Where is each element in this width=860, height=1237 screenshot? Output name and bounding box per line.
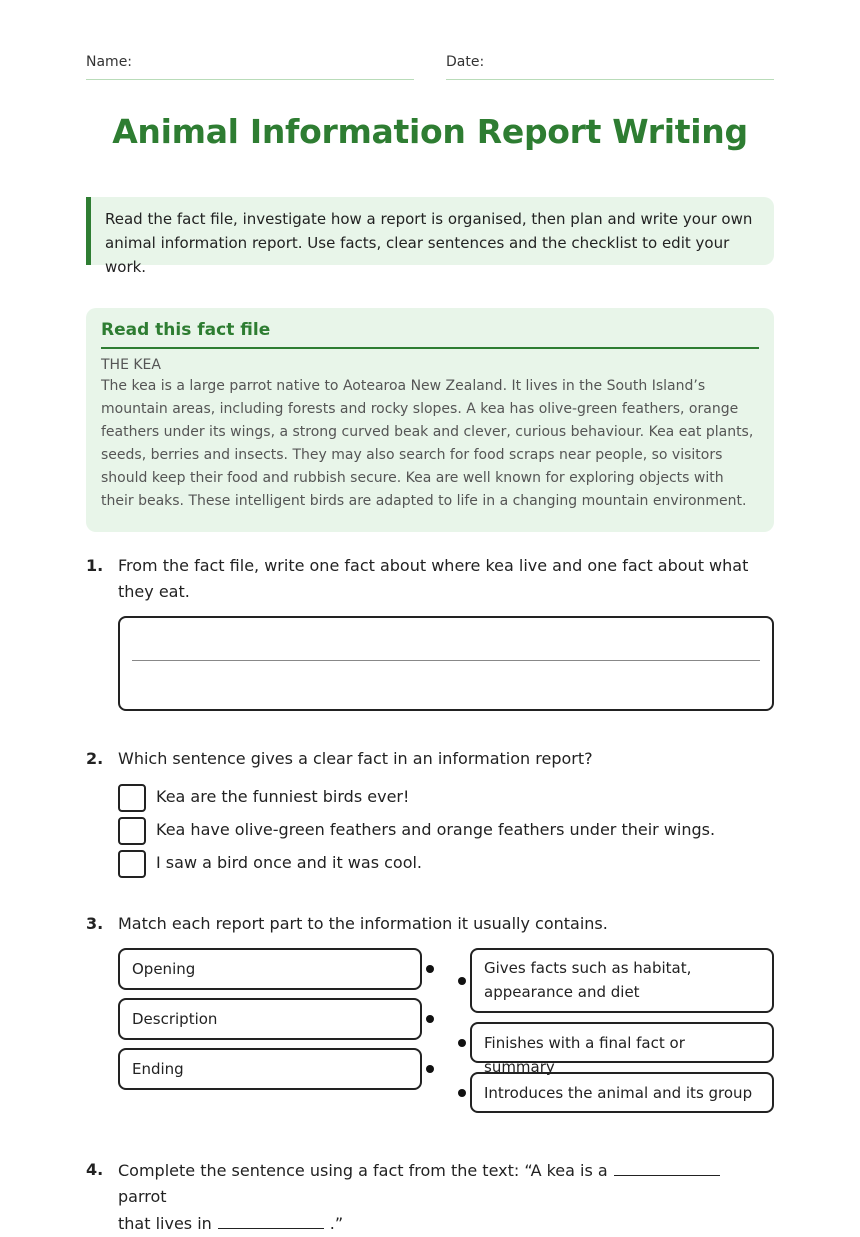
- option-label: Kea have olive-green feathers and orange feathers under their wings.: [156, 820, 716, 839]
- question-2: [86, 746, 774, 772]
- fact-file-title: Read this fact file: [101, 320, 759, 349]
- question-4: [86, 1157, 774, 1233]
- checkbox[interactable]: [118, 850, 146, 878]
- name-label: Name:: [86, 54, 133, 70]
- match-left-description[interactable]: Description: [118, 998, 422, 1040]
- question-3: [86, 911, 774, 937]
- match-right-3[interactable]: Introduces the animal and its group: [470, 1072, 774, 1113]
- sentence-part-4: .”: [329, 1214, 344, 1233]
- blank-1[interactable]: [614, 1157, 720, 1176]
- match-left-opening[interactable]: Opening: [118, 948, 422, 990]
- match-left-ending[interactable]: Ending: [118, 1048, 422, 1090]
- question-number: 1.: [86, 556, 104, 575]
- question-text: [118, 1157, 768, 1237]
- question-1: [86, 553, 774, 605]
- date-field[interactable]: [446, 54, 774, 80]
- checkbox[interactable]: [118, 784, 146, 812]
- option-label: Kea are the funniest birds ever!: [156, 787, 410, 806]
- match-dot-right-2[interactable]: [458, 1039, 466, 1047]
- page-title: Animal Information Report Writing: [112, 112, 748, 151]
- question-number: 4.: [86, 1160, 104, 1179]
- match-right-2[interactable]: Finishes with a final fact or summary: [470, 1022, 774, 1063]
- question-number: 2.: [86, 749, 104, 768]
- match-dot-right-3[interactable]: [458, 1089, 466, 1097]
- fact-file-text: The kea is a large parrot native to Aotearoa New Zealand. It lives in the South Island’s mountain areas, including forests and rocky slopes. A kea has olive-green feathers, orange feathers under its wings, a strong curved beak and clever, curious behaviour. Kea eat plants, seeds, berries and insects. They may also search for food scraps near people, so visitors should keep their food and rubbish secure. Kea are well known for exploring objects with their beaks. These intelligent birds are adapted to life in a changing mountain environment.: [101, 378, 754, 509]
- sentence-part-1: Complete the sentence using a fact from the text: “A kea is a: [118, 1161, 608, 1180]
- question-text: Which sentence gives a clear fact in an information report?: [118, 749, 593, 768]
- name-field[interactable]: [86, 54, 414, 80]
- match-dot-left-1[interactable]: [426, 965, 434, 973]
- answer-line: [132, 660, 760, 661]
- fact-file-panel: [86, 308, 774, 532]
- date-label: Date:: [446, 54, 485, 70]
- match-right-1[interactable]: Gives facts such as habitat, appearance and diet: [470, 948, 774, 1013]
- question-text: From the fact file, write one fact about where kea live and one fact about what they eat.: [118, 556, 749, 601]
- question-number: 3.: [86, 914, 104, 933]
- sentence-part-3: that lives in: [118, 1214, 212, 1233]
- match-dot-right-1[interactable]: [458, 977, 466, 985]
- option-label: I saw a bird once and it was cool.: [156, 853, 423, 872]
- header-fields: [86, 54, 774, 80]
- checkbox[interactable]: [118, 817, 146, 845]
- answer-box[interactable]: [118, 616, 774, 711]
- match-dot-left-3[interactable]: [426, 1065, 434, 1073]
- blank-2[interactable]: [218, 1210, 324, 1229]
- question-text: Match each report part to the information it usually contains.: [118, 914, 608, 933]
- fact-file-heading: THE KEA: [101, 357, 161, 373]
- match-dot-left-2[interactable]: [426, 1015, 434, 1023]
- intro-box: Read the fact file, investigate how a report is organised, then plan and write your own animal information report. Use facts, clear sentences and the checklist to edit your work.: [86, 197, 774, 265]
- sentence-part-2: parrot: [118, 1187, 167, 1206]
